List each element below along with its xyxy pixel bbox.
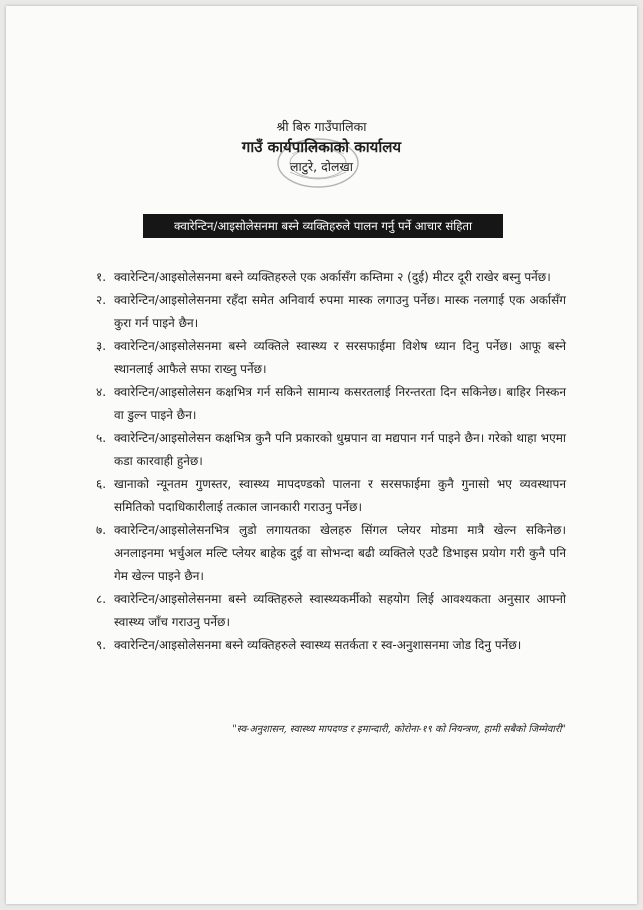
rule-number: ४.	[96, 385, 107, 399]
rule-number: २.	[96, 293, 107, 307]
rule-text: क्वारेन्टिन/आइसोलेसनमा रहँदा समेत अनिवार्य रुपमा मास्क लगाउनु पर्नेछ। मास्क नलगाई एक अर्कासँग कुरा गर्न पाइने छैन।	[114, 293, 566, 330]
rule-number: ८.	[96, 592, 107, 606]
rule-number: ९.	[96, 638, 107, 652]
document-title-banner: क्वारेन्टिन/आइसोलेसनमा बस्ने व्यक्तिहरुले पालन गर्नु पर्ने आचार संहिता	[143, 214, 503, 238]
rule-item	[96, 427, 566, 473]
rule-item	[96, 335, 566, 381]
office-name: गाउँ कार्यपालिकाको कार्यालय	[241, 138, 402, 156]
rule-item	[96, 289, 566, 335]
rule-text: खानाको न्यूनतम गुणस्तर, स्वास्थ्य मापदण्डको पालना र सरसफाईमा कुनै गुनासो भए व्यवस्थापन समितिको पदाधिकारीलाई तत्काल जानकारी गराउनु पर्नेछ।	[114, 477, 566, 514]
rules-list	[96, 266, 566, 657]
footer-slogan: "स्व-अनुशासन, स्वास्थ्य मापदण्ड र इमान्दारी, कोरोना-१९ को नियन्त्रण, हामी सबैको जिम्मेवारी"	[232, 724, 566, 735]
rule-number: ७.	[96, 523, 107, 537]
rule-number: ६.	[96, 477, 107, 491]
rule-number: १.	[96, 270, 107, 284]
rule-text: क्वारेन्टिन/आइसोलेसन कक्षभित्र गर्न सकिने सामान्य कसरतलाई निरन्तरता दिन सकिनेछ। बाहिर निस्कन वा डुल्न पाइने छैन।	[114, 385, 566, 422]
rule-item	[96, 519, 566, 588]
rule-text: क्वारेन्टिन/आइसोलेसनभित्र लुडो लगायतका खेलहरु सिंगल प्लेयर मोडमा मात्रै खेल्न सकिनेछ। अनलाइनमा भर्चुअल मल्टि प्लेयर बाहेक दुई वा सोभन्दा बढी व्यक्तिले एउटै डिभाइस प्रयोग गरी कुनै पनि गेम खेल्न पाइने छैन।	[114, 523, 566, 583]
rule-text: क्वारेन्टिन/आइसोलेसन कक्षभित्र कुनै पनि प्रकारको धुम्रपान वा मद्यपान गर्न पाइने छैन। गरेको थाहा भएमा कडा कारवाही हुनेछ।	[114, 431, 566, 468]
office-header	[6, 118, 637, 176]
rule-item	[96, 634, 566, 657]
rule-item	[96, 473, 566, 519]
rule-text: क्वारेन्टिन/आइसोलेसनमा बस्ने व्यक्तिहरुले स्वास्थ्यकर्मीको सहयोग लिई आवश्यकता अनुसार आफ्नो स्वास्थ्य जाँच गराउनु पर्नेछ।	[114, 592, 566, 629]
rule-item	[96, 588, 566, 634]
rule-text: क्वारेन्टिन/आइसोलेसनमा बस्ने व्यक्तिले स्वास्थ्य र सरसफाईमा विशेष ध्यान दिनु पर्नेछ। आफू बस्ने स्थानलाई आफैले सफा राख्नु पर्नेछ।	[114, 339, 566, 376]
rule-item	[96, 266, 566, 289]
rule-number: ५.	[96, 431, 107, 445]
rule-number: ३.	[96, 339, 107, 353]
office-address: लाटुरे, दोलखा	[290, 159, 353, 174]
rule-text: क्वारेन्टिन/आइसोलेसनमा बस्ने व्यक्तिहरुले एक अर्कासँग कम्तिमा २ (दुई) मीटर दूरी राखेर बस्नु पर्नेछ।	[114, 270, 551, 284]
rule-item	[96, 381, 566, 427]
rule-text: क्वारेन्टिन/आइसोलेसनमा बस्ने व्यक्तिहरुले स्वास्थ्य सतर्कता र स्व-अनुशासनमा जोड दिनु पर्नेछ।	[114, 638, 522, 652]
document-page	[6, 6, 637, 904]
municipality-name: श्री बिरु गाउँपालिका	[276, 119, 367, 134]
